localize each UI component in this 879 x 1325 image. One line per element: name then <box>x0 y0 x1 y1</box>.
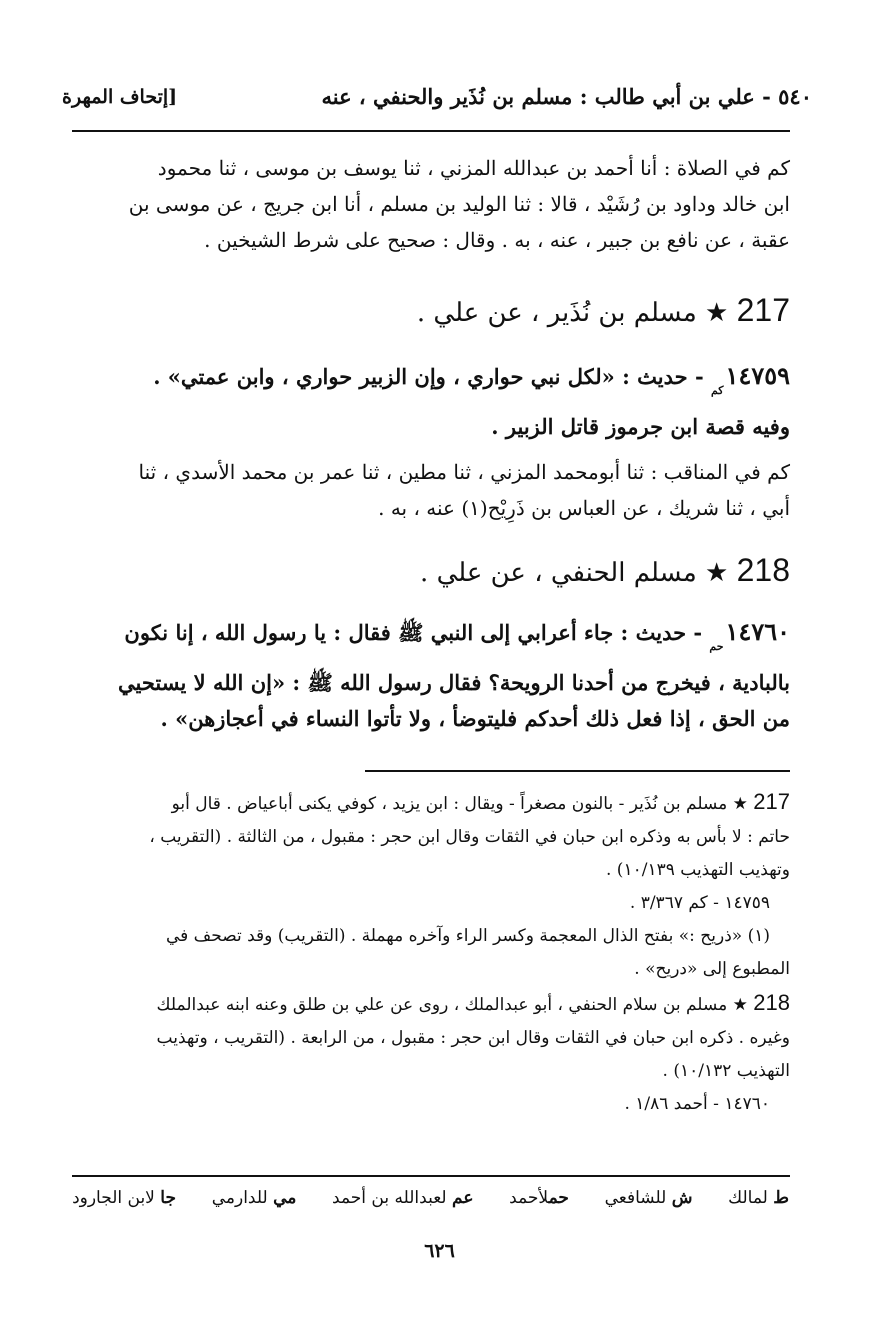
footnote-line: حاتم : لا بأس به وذكره ابن حبان في الثقات وقال ابن حجر : مقبول ، من الثالثة . (التقريب ، <box>149 827 790 847</box>
footnotes <box>72 785 790 1121</box>
footnote-text: مسلم بن سلام الحنفي ، أبو عبدالملك ، روى عن علي بن طلق وعنه ابنه عبدالملك <box>156 995 728 1015</box>
heading-218 <box>72 550 790 593</box>
abbreviation-text: لمالك <box>728 1188 768 1208</box>
abbreviation-text: لعبدالله بن أحمد <box>332 1188 447 1208</box>
book-title: [إتحاف المهرة <box>62 86 178 108</box>
footnote-number: 218 <box>753 990 790 1015</box>
text-line: ابن خالد وداود بن رُشَيْد ، قالا : ثنا الوليد بن مسلم ، أنا ابن جريج ، عن موسى بن <box>128 192 790 216</box>
abbreviations-legend <box>72 1188 789 1208</box>
star-icon: ★ <box>705 558 729 588</box>
source-code: حم <box>709 640 724 653</box>
abbreviation-text: لأحمد <box>509 1188 549 1208</box>
abbreviation-item <box>605 1188 693 1208</box>
hadith-line <box>72 614 790 665</box>
page-number: ٦٢٦ <box>424 1240 455 1262</box>
hadith-text: - حديث : جاء أعرابي إلى النبي ﷺ فقال : يا رسول الله ، إنا نكون <box>124 620 703 645</box>
chapter-title: ٥٤٠ - علي بن أبي طالب : مسلم بن نُذَير والحنفي ، عنه <box>321 84 812 109</box>
text-line: كم في المناقب : ثنا أبومحمد المزني ، ثنا مطين ، ثنا عمر بن محمد الأسدي ، ثنا <box>138 460 790 484</box>
running-header <box>62 80 812 120</box>
abbreviation-item <box>332 1188 473 1208</box>
footnote-line: المطبوع إلى «دريح» . <box>634 959 790 979</box>
text-line: عقبة ، عن نافع بن جبير ، عنه ، به . وقال : صحيح على شرط الشيخين . <box>204 228 790 252</box>
header-divider <box>72 130 790 132</box>
source-code: كم <box>710 384 724 397</box>
footnote-text: مسلم بن نُذَير - بالنون مصغراً - ويقال : ابن يزيد ، كوفي يكنى أباعياض . قال أبو <box>171 794 728 814</box>
footnote-1 <box>72 920 790 986</box>
heading-text: مسلم بن نُذَير ، عن علي . <box>416 298 697 328</box>
text-line: من الحق ، إذا فعل ذلك أحدكم فليتوضأ ، ولا تأتوا النساء في أعجازهن» . <box>160 706 790 731</box>
star-icon: ★ <box>732 794 748 814</box>
abbreviation-code: جا <box>160 1188 176 1208</box>
hadith-14759 <box>72 358 790 445</box>
abbreviations-divider <box>72 1175 790 1177</box>
footnote-number: 217 <box>753 789 790 814</box>
star-icon: ★ <box>732 995 748 1015</box>
footnote-line: وتهذيب التهذيب ١٠/١٣٩) . <box>606 860 790 880</box>
star-icon: ★ <box>705 298 729 328</box>
reference-14759: ١٤٧٥٩ - كم ٣/٣٦٧ . <box>629 893 770 913</box>
text-line: كم في الصلاة : أنا أحمد بن عبدالله المزني ، ثنا يوسف بن موسى ، ثنا محمود <box>157 156 790 180</box>
abbreviation-code: ط <box>773 1188 789 1208</box>
footnote-218 <box>72 986 790 1088</box>
heading-217 <box>72 290 790 333</box>
abbreviation-text: لابن الجارود <box>72 1188 155 1208</box>
abbreviation-text: للدارمي <box>211 1188 268 1208</box>
footnote-divider <box>365 770 790 772</box>
footnote-line: التهذيب ١٠/١٣٢) . <box>662 1061 790 1081</box>
text-line: أبي ، ثنا شريك ، عن العباس بن ذَرِيْح(١) عنه ، به . <box>378 496 790 520</box>
hadith-number: ١٤٧٥٩ <box>725 361 790 390</box>
reference-14760: ١٤٧٦٠ - أحمد ١/٨٦ . <box>624 1094 770 1114</box>
abbreviation-item <box>72 1188 176 1208</box>
abbreviation-code: مي <box>273 1188 297 1208</box>
abbreviation-code: ش <box>671 1188 693 1208</box>
paragraph-2 <box>72 454 790 526</box>
abbreviation-text: للشافعي <box>604 1188 667 1208</box>
heading-text: مسلم الحنفي ، عن علي . <box>420 558 697 588</box>
hadith-14760 <box>72 614 790 737</box>
abbreviation-item <box>728 1188 789 1208</box>
abbreviation-code: عم <box>452 1188 474 1208</box>
text-line: بالبادية ، فيخرج من أحدنا الرويحة؟ فقال رسول الله ﷺ : «إن الله لا يستحيي <box>118 670 790 695</box>
narrator-number: 218 <box>736 552 790 588</box>
paragraph-1 <box>72 150 790 258</box>
abbreviation-code: حم <box>548 1188 569 1208</box>
text-line: وفيه قصة ابن جرموز قاتل الزبير . <box>491 414 790 439</box>
hadith-text: - حديث : «لكل نبي حواري ، وإن الزبير حواري ، وابن عمتي» . <box>153 364 704 389</box>
footnote-line: (١) «ذريح :» بفتح الذال المعجمة وكسر الراء وآخره مهملة . (التقريب) وقد تصحف في <box>165 926 770 946</box>
narrator-number: 217 <box>736 292 790 328</box>
hadith-number: ١٤٧٦٠ <box>725 617 790 646</box>
abbreviation-item <box>509 1188 569 1208</box>
abbreviation-item <box>212 1188 297 1208</box>
hadith-line <box>72 358 790 409</box>
footnote-217 <box>72 785 790 887</box>
footnote-line: وغيره . ذكره ابن حبان في الثقات وقال ابن حجر : مقبول ، من الرابعة . (التقريب ، وتهذيب <box>156 1028 790 1048</box>
